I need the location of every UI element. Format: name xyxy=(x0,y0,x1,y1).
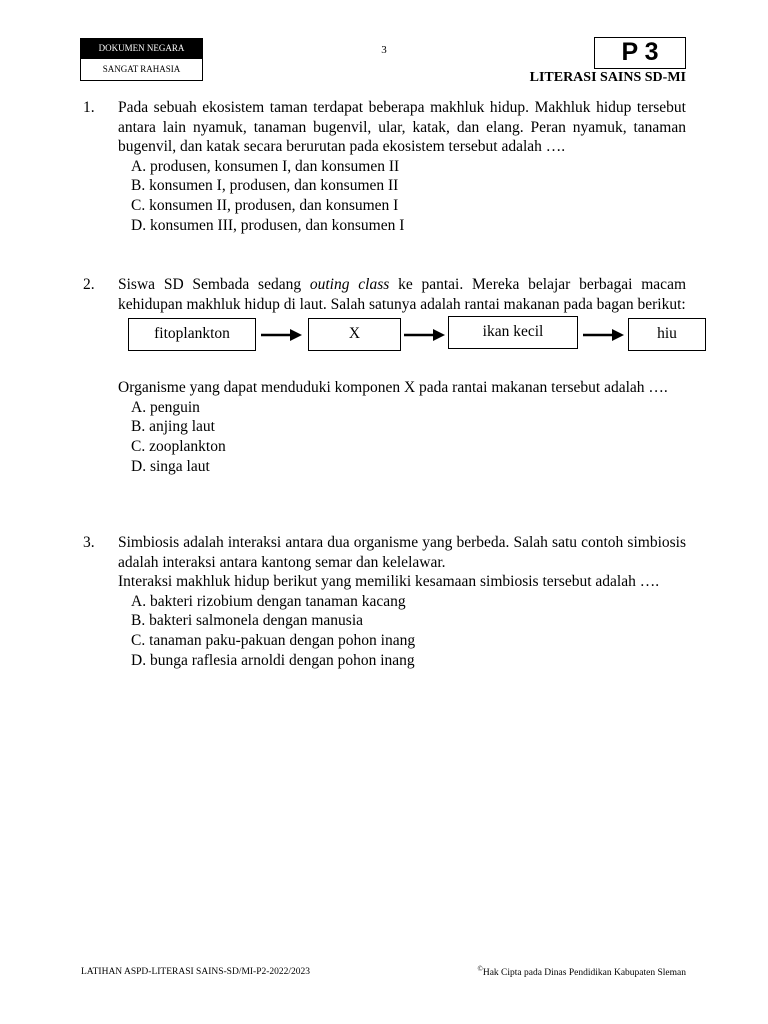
classification-bottom-label: SANGAT RAHASIA xyxy=(80,59,203,81)
question-number: 3. xyxy=(83,534,95,551)
intro-italic-term: outing class xyxy=(309,276,390,293)
intro-text-end: ke pantai. Mereka belajar berbagai macam kehidupan makhluk hidup di laut. Salah satunya adalah rantai makanan pada bagan berikut: xyxy=(118,276,687,313)
food-chain-box-x: X xyxy=(308,318,401,351)
question-intro xyxy=(118,275,686,314)
option-a: A. produsen, konsumen I, dan konsumen II xyxy=(131,157,400,175)
intro-text-start: Siswa SD Sembada sedang xyxy=(118,276,310,293)
food-chain-box-hiu: hiu xyxy=(628,318,706,351)
subject-title: LITERASI SAINS SD-MI xyxy=(529,70,686,85)
option-b: B. konsumen I, produsen, dan konsumen II xyxy=(131,177,399,195)
question-3 xyxy=(83,533,686,670)
question-text: Organisme yang dapat menduduki komponen X pada rantai makanan tersebut adalah …. xyxy=(118,379,668,397)
question-text: Interaksi makhluk hidup berikut yang memiliki kesamaan simbiosis tersebut adalah …. xyxy=(118,573,660,591)
question-text: Simbiosis adalah interaksi antara dua organisme yang berbeda. Salah satu contoh simbiosis adalah interaksi antara kantong semar dan kelelawar. xyxy=(118,534,686,571)
footer-copyright xyxy=(478,965,686,978)
answer-options xyxy=(131,398,686,476)
answer-options xyxy=(131,592,686,670)
copyright-text: Hak Cipta pada Dinas Pendidikan Kabupaten Sleman xyxy=(482,968,686,979)
page-number: 3 xyxy=(381,44,387,56)
option-c: C. konsumen II, produsen, dan konsumen I xyxy=(131,196,399,214)
arrow-icon xyxy=(582,326,626,344)
footer-document-code: LATIHAN ASPD-LITERASI SAINS-SD/MI-P2-2022/2023 xyxy=(81,967,311,977)
question-1 xyxy=(83,98,686,235)
option-d: D. konsumen III, produsen, dan konsumen I xyxy=(131,216,405,234)
question-number: 2. xyxy=(83,276,95,293)
question-number: 1. xyxy=(83,99,95,116)
option-a: A. penguin xyxy=(131,398,200,416)
question-2 xyxy=(83,275,686,476)
option-d: D. bunga raflesia arnoldi dengan pohon inang xyxy=(131,651,415,669)
option-c: C. zooplankton xyxy=(131,437,226,455)
arrow-icon xyxy=(260,326,304,344)
option-a: A. bakteri rizobium dengan tanaman kacang xyxy=(131,592,406,610)
food-chain-box-fitoplankton: fitoplankton xyxy=(128,318,256,351)
answer-options xyxy=(131,157,686,235)
copyright-symbol: © xyxy=(477,965,483,973)
option-b: B. bakteri salmonela dengan manusia xyxy=(131,612,364,630)
classification-top-label: DOKUMEN NEGARA xyxy=(80,38,203,59)
food-chain-diagram xyxy=(83,318,686,358)
option-d: D. singa laut xyxy=(131,457,210,475)
package-code-box: P 3 xyxy=(594,37,686,69)
option-b: B. anjing laut xyxy=(131,418,215,436)
question-text: Pada sebuah ekosistem taman terdapat beberapa makhluk hidup. Makhluk hidup tersebut antara lain nyamuk, tanaman bugenvil, ular, katak, dan elang. Peran nyamuk, tanaman bugenvil, dan katak secara berurutan pada ekosistem tersebut adalah …. xyxy=(118,99,686,156)
arrow-icon xyxy=(403,326,447,344)
option-c: C. tanaman paku-pakuan dengan pohon inang xyxy=(131,631,416,649)
food-chain-box-ikan-kecil: ikan kecil xyxy=(448,316,578,349)
